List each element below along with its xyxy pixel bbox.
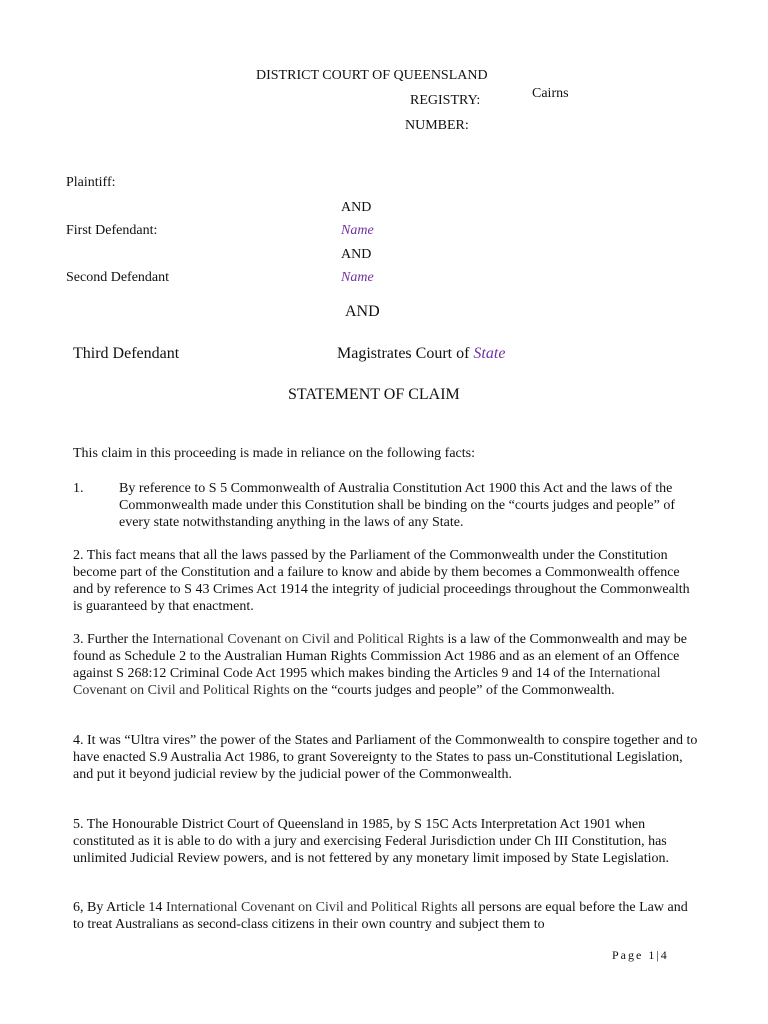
page-number: 1|4 [648,948,669,962]
paragraph-1-number: 1. [73,481,84,496]
paragraph-3-part-a: 3. Further the [73,632,153,647]
paragraph-3-reference-1: International Covenant on Civil and Political Rights [152,632,444,647]
court-name: DISTRICT COURT OF QUEENSLAND [256,68,488,83]
paragraph-4: 4. It was “Ultra vires” the power of the States and Parliament of the Commonwealth to conspire together and to have enacted S.9 Australia Act 1986, to grant Sovereignty to the States to pass un-Constitutional Legislation, and put it beyond judicial review by the judicial power of the Commonwealth. [73,733,698,782]
and-separator-3: AND [345,303,380,320]
paragraph-5: 5. The Honourable District Court of Queensland in 1985, by S 15C Acts Interpretation Act 1901 when constituted as it is able to do with a jury and exercising Federal Jurisdiction under Ch III Constitution, has unlimited Judicial Review powers, and is not fettered by any monetary limit imposed by State Legislation. [73,817,670,866]
paragraph-6-reference: International Covenant on Civil and Political Rights [165,900,458,915]
paragraph-3-reference-2: International Covenant on Civil and Political Rights [73,666,661,698]
registry-label: REGISTRY: [410,93,481,108]
and-separator-1: AND [341,200,372,215]
paragraph-3 [73,631,698,699]
number-label: NUMBER: [405,118,469,133]
third-defendant-label: Third Defendant [73,345,180,362]
document-title: STATEMENT OF CLAIM [288,386,460,403]
registry-value: Cairns [532,86,569,101]
page-label: Page [612,948,644,962]
page-footer [612,948,669,963]
first-defendant-label: First Defendant: [66,223,158,238]
paragraph-6 [73,899,698,933]
second-defendant-label: Second Defendant [66,270,170,285]
paragraph-6-part-a: 6, By Article 14 [73,900,166,915]
first-defendant-name: Name [341,223,374,238]
intro-text: This claim in this proceeding is made in reliance on the following facts: [73,446,476,461]
paragraph-1 [73,480,698,531]
second-defendant-name: Name [341,270,374,285]
paragraph-3-part-b: is a law of the Commonwealth and may be found as Schedule 2 to the Australian Human Rights Commission Act 1986 and as an element of an Offence against S 268:12 Criminal Code Act 1995 which makes binding the Articles 9 and 14 of the [73,632,687,681]
third-defendant-name [337,345,505,363]
paragraph-3-part-c: on the “courts judges and people” of the Commonwealth. [289,683,615,698]
paragraph-2: 2. This fact means that all the laws passed by the Parliament of the Commonwealth under the Constitution become part of the Constitution and a failure to know and abide by them becomes a Commonwealth offence and by reference to S 43 Crimes Act 1914 the integrity of judicial proceedings throughout the Commonwealth is guaranteed by that enactment. [73,548,690,614]
and-separator-2: AND [341,247,372,262]
paragraph-6-part-b: all persons are equal before the Law and to treat Australians as second-class citizens in their own country and subject them to [73,900,688,932]
plaintiff-label: Plaintiff: [66,175,116,190]
third-defendant-state: State [473,345,506,362]
third-defendant-prefix: Magistrates Court of [337,345,474,362]
paragraph-1-text: By reference to S 5 Commonwealth of Australia Constitution Act 1900 this Act and the laws of the Commonwealth made under this Constitution shall be binding on the “courts judges and people” of every state notwithstanding anything in the laws of any State. [119,481,676,530]
